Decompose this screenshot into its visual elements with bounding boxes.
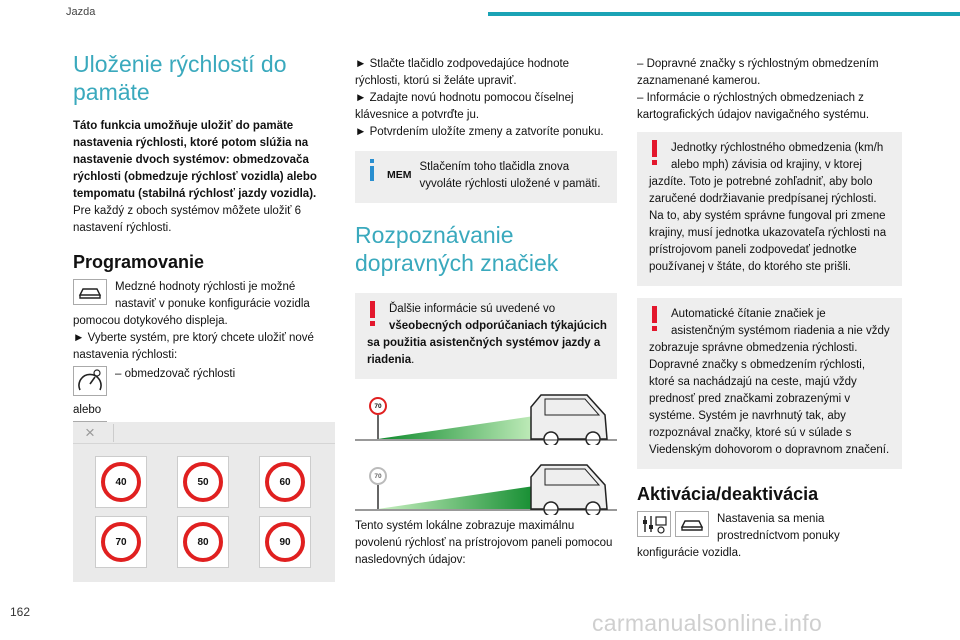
speed-sign: 50 — [183, 462, 223, 502]
limiter-item: – obmedzovač rýchlosti — [73, 366, 335, 402]
mem-button-label: MEM — [387, 169, 412, 181]
warning-box-reading: Automatické čítanie značiek je asistenčným systémom riadenia a nie vždy zobrazuje správne obmedzenia rýchlosti. Dopravné značky s obmedzením rýchlosti, ktoré sa nachádzajú na ceste, majú vždy prednosť pred značkami zobrazenými v systéme. Systém je navrhnutý tak, aby rozpoznával značky, ktoré sú v súlade s Viedenským dohovorom o dopravnom značení. — [637, 298, 902, 469]
illustration-sign-detected — [355, 385, 617, 445]
warning-box-units: Jednotky rýchlostného obmedzenia (km/h alebo mph) závisia od krajiny, v ktorej jazdíte. Toto je potrebné zohľadniť, aby bolo zaručené dodržiavanie predpísanej rýchlosti. Na to, aby systém správne fungoval pri zmene krajiny, musí jednotka ukazovateľa rýchlosti na prístrojovom paneli zodpovedať jednotke používanej v štáte, do ktorého ste prišli. — [637, 132, 902, 286]
step-enter-value: ► Zadajte novú hodnotu pomocou číselnej klávesnice a potvrďte ju. — [355, 92, 574, 121]
intro-rest: Pre každý z oboch systémov môžete uložiť 6 nastavení rýchlosti. — [73, 205, 302, 234]
warning-icon — [367, 301, 379, 327]
speed-tile-60[interactable] — [259, 456, 311, 508]
warning-icon — [649, 140, 661, 166]
speed-presets-panel — [73, 422, 335, 582]
section-header: Jazda — [66, 6, 96, 18]
heading-activation: Aktivácia/deaktivácia — [637, 484, 819, 504]
info-icon — [367, 159, 377, 181]
title-speed-memory: Uloženie rýchlostí do pamäte — [73, 51, 287, 105]
activation-text: Nastavenia sa menia prostredníctvom ponuky konfigurácie vozidla. — [637, 513, 840, 559]
settings-menu-icon — [637, 511, 671, 543]
or-text: alebo — [73, 404, 102, 416]
speed-tile-70[interactable] — [95, 516, 147, 568]
programming-text: Medzné hodnoty rýchlosti je možné nastaviť v ponuke konfigurácie vozidla pomocou dotykového displeja. — [73, 281, 310, 327]
page-number: 162 — [10, 605, 31, 619]
info-box-mem: MEM Stlačením toho tlačidla znova vyvoláte rýchlosti uložené v pamäti. — [355, 151, 617, 203]
speed-tile-80[interactable] — [177, 516, 229, 568]
header-accent-bar — [488, 12, 960, 16]
speed-sign-70: 70 — [369, 397, 387, 415]
column-2 — [355, 56, 617, 379]
speed-sign: 80 — [183, 522, 223, 562]
car-settings-icon — [73, 279, 107, 311]
speed-sign: 40 — [101, 462, 141, 502]
speed-sign-70-faded: 70 — [369, 467, 387, 485]
column-3 — [637, 56, 902, 562]
illustration-sign-passed — [355, 455, 617, 515]
watermark: carmanualsonline.info — [592, 610, 823, 636]
step-select-system: ► Vyberte systém, pre ktorý chcete uložiť nové nastavenia rýchlosti: — [73, 332, 314, 361]
speed-tile-50[interactable] — [177, 456, 229, 508]
speed-limiter-icon — [73, 366, 107, 402]
warning-icon — [649, 306, 661, 332]
step-confirm: ► Potvrdením uložíte zmeny a zatvoríte ponuku. — [355, 126, 604, 138]
speed-sign: 60 — [265, 462, 305, 502]
intro-bold: Táto funkcia umožňuje uložiť do pamäte nastavenia rýchlosti, ktoré potom slúžia na nastavenie dvoch systémov: obmedzovača rýchlosti (obmedzuje rýchlosť vozidla) alebo tempomatu (stabilná rýchlosť jazdy vozidla). — [73, 120, 317, 200]
source-navigation: – Informácie o rýchlostných obmedzeniach z kartografických údajov navigačného systému. — [637, 92, 870, 121]
car-settings-icon — [675, 511, 709, 543]
system-description: Tento systém lokálne zobrazuje maximálnu povolenú rýchlosť na prístrojovom paneli pomocou nasledovných údajov: — [355, 520, 613, 566]
speed-tile-40[interactable] — [95, 456, 147, 508]
close-icon[interactable]: × — [85, 423, 95, 442]
warning-box-general: Ďalšie informácie sú uvedené vo všeobecných odporúčaniach týkajúcich sa použitia asistenčných systémov jazdy a riadenia. — [355, 293, 617, 379]
source-camera: – Dopravné značky s rýchlostným obmedzením zaznamenané kamerou. — [637, 58, 879, 87]
step-press-button: ► Stlačte tlačidlo zodpovedajúce hodnote rýchlosti, ktorú si želáte upraviť. — [355, 58, 570, 87]
heading-programming: Programovanie — [73, 252, 205, 272]
title-traffic-signs: Rozpoznávanie dopravných značiek — [355, 222, 559, 276]
speed-tile-90[interactable] — [259, 516, 311, 568]
car-sign-image — [355, 385, 617, 445]
speed-sign: 90 — [265, 522, 305, 562]
panel-toolbar — [73, 422, 335, 444]
toolbar-divider — [113, 424, 114, 442]
speed-sign: 70 — [101, 522, 141, 562]
column-1 — [73, 50, 335, 457]
car-sign-image — [355, 455, 617, 515]
